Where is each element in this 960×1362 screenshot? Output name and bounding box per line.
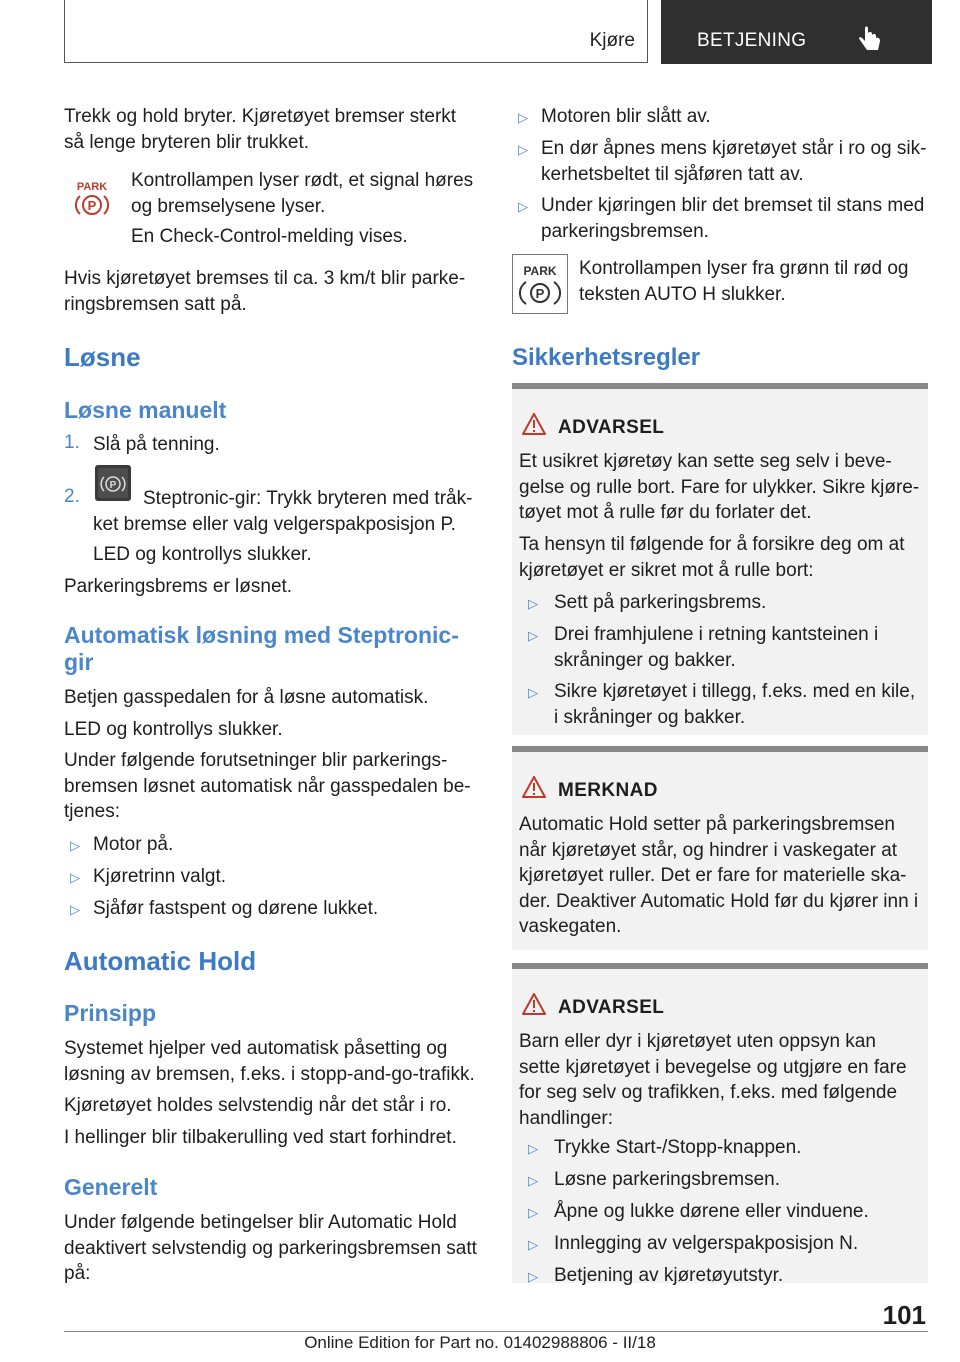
prinsipp-text-3: I hellinger blir tilbakerulling ved start forhindret. xyxy=(64,1127,457,1148)
notice-title: ADVARSEL xyxy=(558,417,665,438)
header-left-box xyxy=(64,0,648,63)
header-chapter-tab xyxy=(661,0,932,64)
notice-title: ADVARSEL xyxy=(558,997,665,1018)
losnet-text: Parkeringsbrems er løsnet. xyxy=(64,576,293,597)
auto-text-1: Betjen gasspedalen for å løsne automatisk. xyxy=(64,687,429,708)
auto-text-2: LED og kontrollys slukker. xyxy=(64,719,283,740)
generelt-text: Under følgende betingelser blir Automatic Hold deaktivert selvstendig og parkeringsbremsen satt på: xyxy=(64,1212,477,1284)
header-section: Kjøre xyxy=(589,30,635,51)
svg-text:P: P xyxy=(87,198,97,213)
heading-prinsipp: Prinsipp xyxy=(64,1000,157,1026)
bullet-triangle-icon: ▷ xyxy=(528,1237,538,1252)
park-label: PARK xyxy=(76,181,108,193)
list-item: Sjåfør fastspent og dørene lukket. xyxy=(93,898,379,919)
header-chapter: BETJENING xyxy=(697,30,807,51)
warning-box xyxy=(512,963,928,1286)
bullet-triangle-icon: ▷ xyxy=(528,628,538,643)
bullet-triangle-icon: ▷ xyxy=(70,838,80,853)
list-item: Åpne og lukke dørene eller vinduene. xyxy=(554,1201,869,1222)
step-2b-text: LED og kontrollys slukker. xyxy=(93,544,312,565)
bullet-triangle-icon: ▷ xyxy=(70,870,80,885)
list-item: Trykke Start-/Stopp-knappen. xyxy=(554,1137,802,1158)
footer-text: Online Edition for Part no. 01402988806 - II/18 xyxy=(304,1333,656,1352)
footer-divider xyxy=(64,1331,928,1332)
heading-losne-manuelt: Løsne manuelt xyxy=(64,397,227,423)
heading-automatic-hold: Automatic Hold xyxy=(64,946,257,976)
heading-generelt: Generelt xyxy=(64,1174,158,1200)
park-label: PARK xyxy=(523,264,557,278)
notice-text: Et usikret kjøretøy kan sette seg selv i bevegelse og rulle bort. Fare for ulykker. Sikre kjøretøyet mot å rulle før du forlater det. xyxy=(519,451,920,523)
prinsipp-text-2: Kjøretøyet holdes selvstendig når det står i ro. xyxy=(64,1095,452,1116)
step-number: 1. xyxy=(64,432,80,453)
warning-box xyxy=(512,383,928,735)
bullet-triangle-icon: ▷ xyxy=(528,685,538,700)
notice-text: Ta hensyn til følgende for å forsikre deg om at kjøretøyet er sikret mot å rulle bort: xyxy=(519,534,905,581)
heading-automatisk: Automatisk løsning med Steptronic-gir xyxy=(64,622,459,675)
intro-text-2: Hvis kjøretøyet bremses til ca. 3 km/t blir parkeringsbremsen satt på. xyxy=(64,268,466,315)
warning-triangle-icon xyxy=(522,993,546,1015)
lamp-text-2: En Check-Control-melding vises. xyxy=(131,226,408,247)
bullet-triangle-icon: ▷ xyxy=(518,199,528,214)
park-brake-icon xyxy=(512,254,568,314)
step-1-text: Slå på tenning. xyxy=(93,434,220,455)
list-item: Sett på parkeringsbrems. xyxy=(554,592,767,613)
list-item: Under kjøringen blir det bremset til stans med parkeringsbremsen. xyxy=(541,195,925,242)
warning-triangle-icon xyxy=(522,776,546,798)
bullet-triangle-icon: ▷ xyxy=(528,1205,538,1220)
heading-losne: Løsne xyxy=(64,342,141,372)
warning-triangle-icon xyxy=(522,413,546,435)
list-item: Sikre kjøretøyet i tillegg, f.eks. med en kile, i skråninger og bakker. xyxy=(554,681,916,728)
bullet-triangle-icon: ▷ xyxy=(70,902,80,917)
list-item: Løsne parkeringsbremsen. xyxy=(554,1169,780,1190)
page-header xyxy=(64,0,932,64)
page-number: 101 xyxy=(882,1300,926,1330)
svg-text:P: P xyxy=(109,480,117,491)
list-item: Betjening av kjøretøyutstyr. xyxy=(554,1265,784,1286)
intro-text: Trekk og hold bryter. Kjøretøyet bremser sterkt så lenge bryteren blir trukket. xyxy=(64,106,457,153)
hand-pointer-icon xyxy=(857,26,883,54)
lamp-text: Kontrollampen lyser fra grønn til rød og teksten AUTO H slukker. xyxy=(579,258,909,305)
notice-box xyxy=(512,746,928,950)
prinsipp-text-1: Systemet hjelper ved automatisk påsetting og løsning av bremsen, f.eks. i stopp-and-go-trafikk. xyxy=(64,1038,475,1085)
bullet-triangle-icon: ▷ xyxy=(528,1141,538,1156)
bullet-triangle-icon: ▷ xyxy=(518,110,528,125)
auto-text-3: Under følgende forutsetninger blir parkeringsbremsen løsnet automatisk når gasspedalen betjenes: xyxy=(64,750,471,822)
notice-title: MERKNAD xyxy=(558,780,658,801)
list-item: Motoren blir slått av. xyxy=(541,106,711,127)
list-item: Motor på. xyxy=(93,834,174,855)
bullet-triangle-icon: ▷ xyxy=(518,142,528,157)
park-brake-red-icon xyxy=(74,180,110,218)
notice-text: Barn eller dyr i kjøretøyet uten oppsyn kan sette kjøretøyet i bevegelse og utgjøre en fare for seg selv og trafikken, f.eks. med følgende handlinger: xyxy=(519,1031,907,1129)
list-item: Drei framhjulene i retning kantsteinen i skråninger og bakker. xyxy=(554,624,879,671)
notice-text: Automatic Hold setter på parkeringsbremsen når kjøretøyet står, og hindrer i vaskegater at kjøretøyet ruller. Det er fare for materielle skader. Deaktiver Automatic Hold før du kjører inn i vaskegaten. xyxy=(519,814,919,937)
bullet-triangle-icon: ▷ xyxy=(528,1173,538,1188)
svg-text:P: P xyxy=(535,286,545,301)
list-item: En dør åpnes mens kjøretøyet står i ro og sikkerhetsbeltet til sjåføren tatt av. xyxy=(541,138,927,185)
bullet-triangle-icon: ▷ xyxy=(528,596,538,611)
lamp-text-1: Kontrollampen lyser rødt, et signal høres og bremselysene lyser. xyxy=(131,170,474,217)
list-item: Innlegging av velgerspakposisjon N. xyxy=(554,1233,859,1254)
step-number: 2. xyxy=(64,486,80,507)
heading-sikkerhetsregler: Sikkerhetsregler xyxy=(512,344,701,371)
bullet-triangle-icon: ▷ xyxy=(528,1269,538,1284)
step-2-text: Steptronic-gir: Trykk bryteren med tråkket bremse eller valg velgerspakposisjon P. xyxy=(93,488,473,535)
list-item: Kjøretrinn valgt. xyxy=(93,866,227,887)
